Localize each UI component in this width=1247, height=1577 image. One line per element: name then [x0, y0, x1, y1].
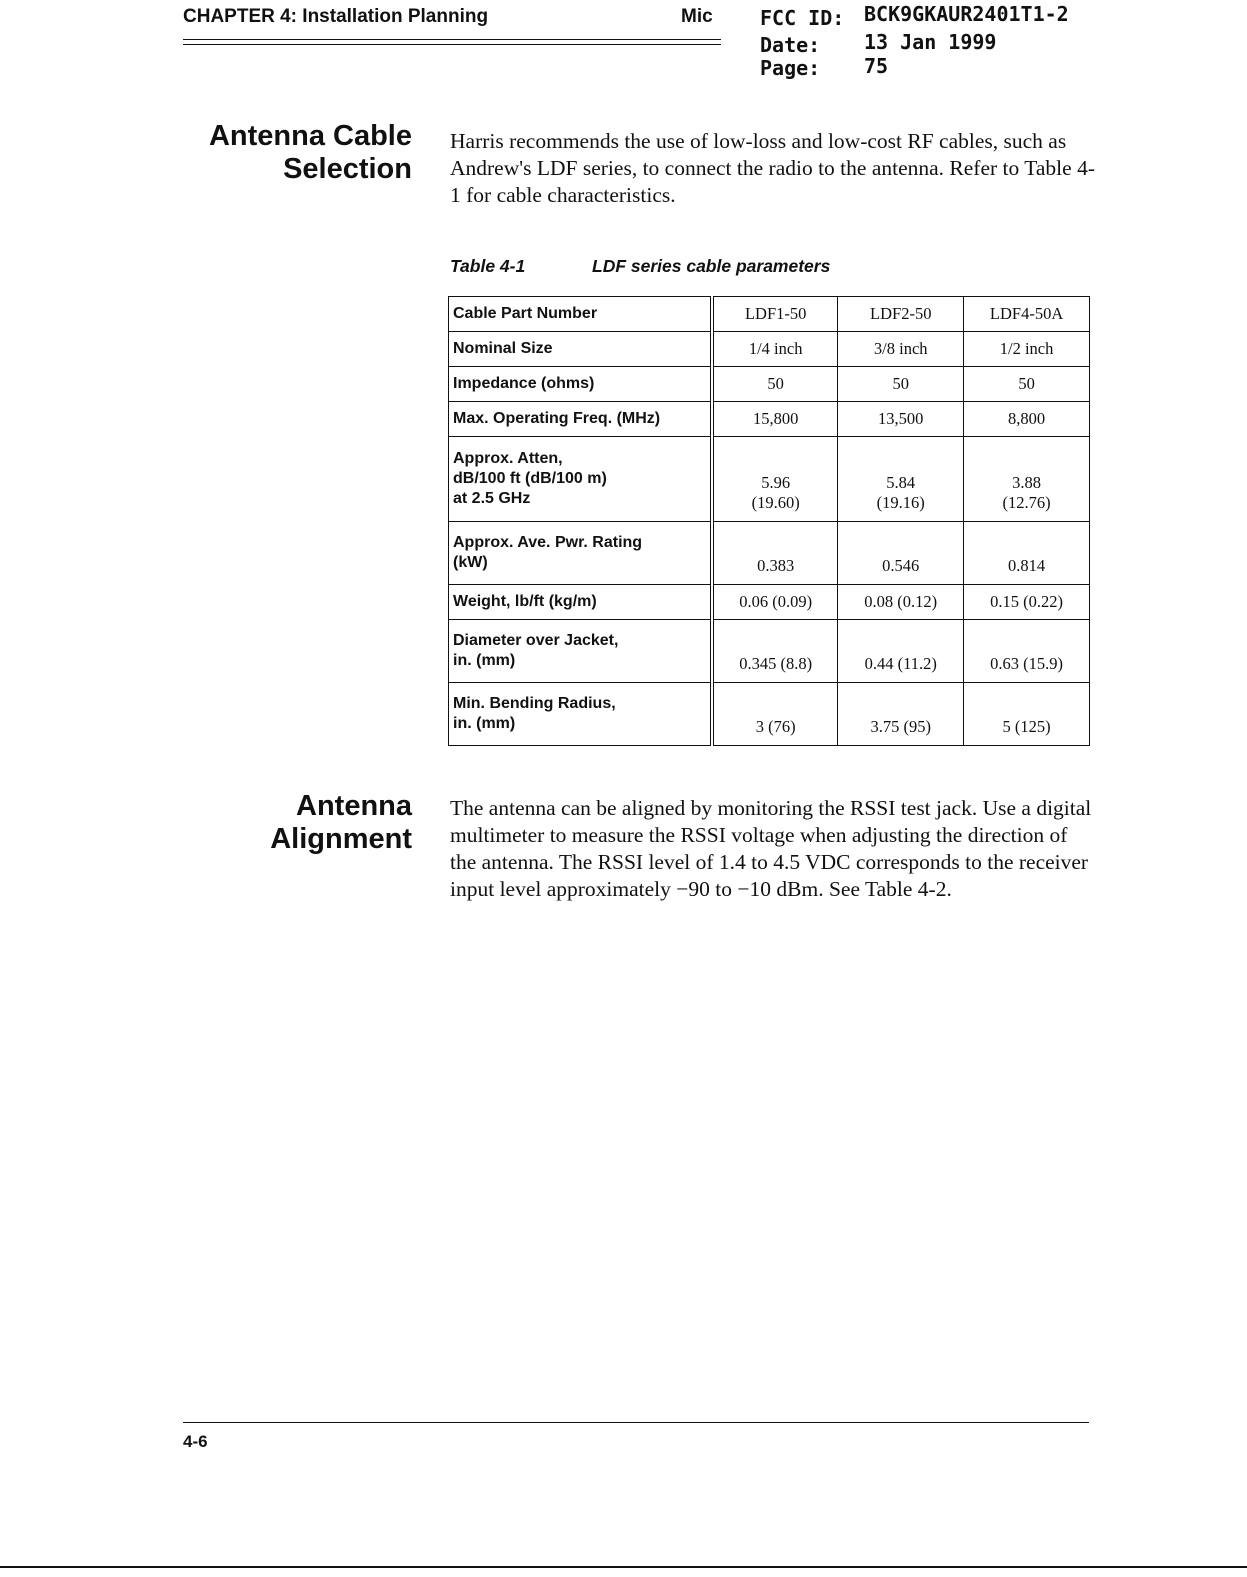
row-label-line: in. (mm): [453, 652, 516, 669]
table-cell: 3.75 (95): [838, 683, 964, 746]
table-cell: [712, 437, 838, 522]
table-column-header: LDF2-50: [838, 297, 964, 332]
table-row: [449, 683, 1090, 746]
table-caption: [450, 256, 830, 277]
table-cell: 50: [838, 367, 964, 402]
table-cell: 3/8 inch: [838, 332, 964, 367]
row-label: [449, 437, 713, 522]
row-label-line: Approx. Ave. Pwr. Rating: [453, 534, 643, 551]
heading-line: Selection: [283, 153, 412, 185]
table-row: [449, 332, 1090, 367]
table-cell: 0.63 (15.9): [964, 620, 1090, 683]
row-label: Impedance (ohms): [449, 367, 713, 402]
header-rule-bottom: [183, 44, 721, 45]
table-cell: 0.383: [712, 522, 838, 585]
table-row: [449, 402, 1090, 437]
row-label: [449, 522, 713, 585]
cable-parameters-table: [448, 296, 1090, 746]
table-column-header: LDF1-50: [712, 297, 838, 332]
table-cell: 15,800: [712, 402, 838, 437]
row-label-line: dB/100 ft (dB/100 m): [453, 470, 607, 487]
table-row: [449, 522, 1090, 585]
table-cell: 50: [964, 367, 1090, 402]
table-header-row: [449, 297, 1090, 332]
table-cell: 8,800: [964, 402, 1090, 437]
row-label-line: (kW): [453, 554, 488, 571]
row-label-line: Approx. Atten,: [453, 450, 563, 467]
fcc-id-label: FCC ID:: [760, 6, 845, 30]
heading-line: Antenna: [296, 790, 412, 822]
row-label: [449, 620, 713, 683]
row-label-line: Min. Bending Radius,: [453, 695, 616, 712]
table-cell: 0.345 (8.8): [712, 620, 838, 683]
row-label: Max. Operating Freq. (MHz): [449, 402, 713, 437]
fcc-id-value: BCK9GKAUR2401T1-2: [864, 2, 1069, 26]
table-cell: [964, 437, 1090, 522]
section-body-cable-selection: Harris recommends the use of low-loss and low-cost RF cables, such as Andrew's LDF series, to connect the radio to the antenna. Refer to Table 4-1 for cable characteristics.: [450, 129, 1095, 207]
cell-line: (19.60): [751, 493, 800, 512]
cell-line: 3.88: [1012, 473, 1042, 492]
table-cell: 3 (76): [712, 683, 838, 746]
table-caption-title: LDF series cable parameters: [592, 256, 831, 276]
row-label-line: Diameter over Jacket,: [453, 632, 619, 649]
table-cell: 13,500: [838, 402, 964, 437]
table-cell: 0.06 (0.09): [712, 585, 838, 620]
cell-line: 5.96: [761, 473, 791, 492]
table-cell: 1/2 inch: [964, 332, 1090, 367]
row-label: Nominal Size: [449, 332, 713, 367]
cell-line: (12.76): [1002, 493, 1051, 512]
chapter-title-truncated: Mic: [681, 6, 713, 27]
table-cell: 0.15 (0.22): [964, 585, 1090, 620]
table-column-header: LDF4-50A: [964, 297, 1090, 332]
table-row: [449, 367, 1090, 402]
table-cell: 5 (125): [964, 683, 1090, 746]
table-cell: [838, 437, 964, 522]
heading-line: Alignment: [270, 823, 412, 855]
table-caption-number: Table 4-1: [450, 256, 526, 276]
heading-line: Antenna Cable: [208, 120, 412, 152]
table-row: [449, 585, 1090, 620]
section-heading-antenna-alignment: [270, 790, 412, 856]
row-label-line: in. (mm): [453, 715, 516, 732]
table-cell: 0.546: [838, 522, 964, 585]
table-header-label: Cable Part Number: [449, 297, 713, 332]
page-number: 4-6: [183, 1432, 208, 1451]
chapter-title: CHAPTER 4: Installation Planning: [183, 6, 489, 27]
table-cell: 0.814: [964, 522, 1090, 585]
table-row: [449, 620, 1090, 683]
page-value: 75: [864, 54, 889, 78]
section-body-antenna-alignment: The antenna can be aligned by monitoring the RSSI test jack. Use a digital multimeter to measure the RSSI voltage when adjusting the direction of the antenna. The RSSI level of 1.4 to 4.5 VDC corresponds to the receiver input level approximately −90 to −10 dBm. See Table 4-2.: [450, 796, 1092, 901]
table-row: [449, 437, 1090, 522]
date-value: 13 Jan 1999: [864, 30, 997, 54]
row-label: Weight, lb/ft (kg/m): [449, 585, 713, 620]
cell-line: 5.84: [886, 473, 916, 492]
scan-edge-rule: [0, 1566, 1247, 1568]
section-heading-cable-selection: [209, 120, 412, 186]
table-cell: 50: [712, 367, 838, 402]
table-cell: 0.44 (11.2): [838, 620, 964, 683]
header-rule-top: [183, 39, 721, 40]
footer-rule: [183, 1422, 1089, 1423]
row-label-line: at 2.5 GHz: [453, 490, 531, 507]
table-cell: 0.08 (0.12): [838, 585, 964, 620]
date-label: Date:: [760, 33, 821, 57]
row-label: [449, 683, 713, 746]
cell-line: (19.16): [876, 493, 925, 512]
page-label: Page:: [760, 56, 821, 80]
table-cell: 1/4 inch: [712, 332, 838, 367]
